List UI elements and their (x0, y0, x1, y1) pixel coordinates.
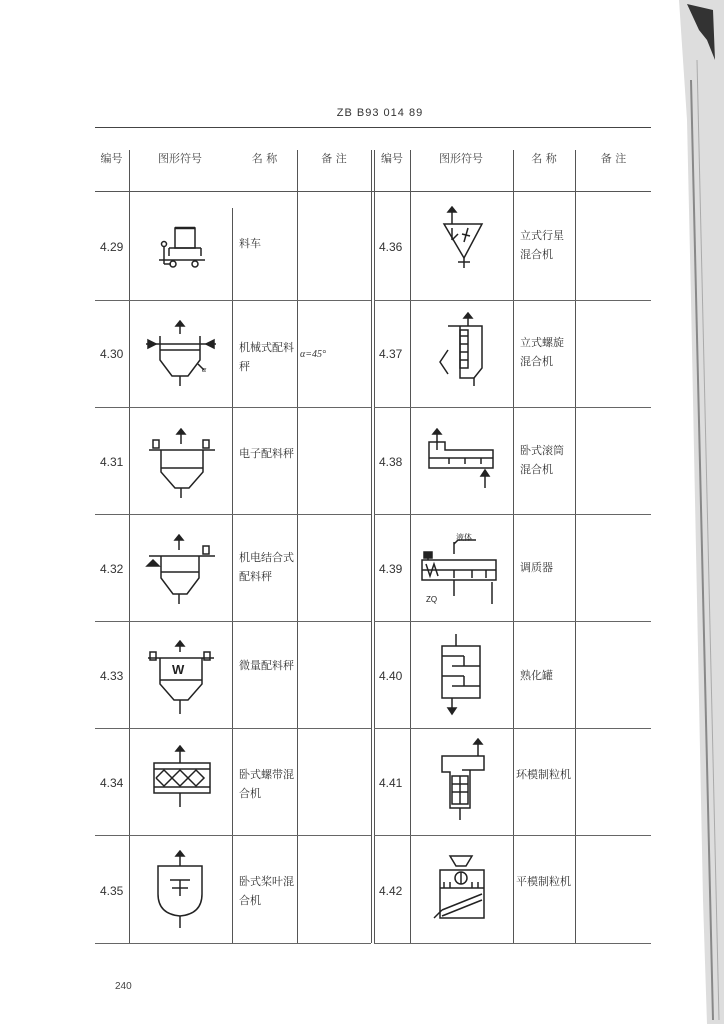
col-header-name-right: 名 称 (531, 152, 557, 165)
row-number: 4.34 (100, 776, 124, 790)
row-number: 4.30 (100, 347, 124, 361)
electronic-batching-scale-icon (145, 428, 220, 500)
row-rule (95, 514, 371, 515)
row-rule (374, 514, 651, 515)
row-rule (95, 407, 371, 408)
row-rule (95, 621, 371, 622)
col-header-note-left: 备 注 (321, 152, 347, 165)
svg-text:α: α (202, 365, 207, 374)
row-number: 4.41 (379, 776, 403, 790)
col-header-symbol-left: 图形符号 (158, 152, 202, 165)
vertical-screw-mixer-icon (434, 312, 490, 388)
col-header-symbol-right: 图形符号 (439, 152, 483, 165)
svg-text:W: W (172, 662, 185, 677)
row-name: 立式行星混合机 (520, 229, 564, 261)
table-divider (371, 150, 372, 943)
table-divider (232, 208, 233, 943)
col-header-number-right: 编号 (381, 152, 403, 165)
row-name: 卧式滚筒混合机 (520, 444, 564, 476)
row-number: 4.37 (379, 347, 403, 361)
flat-die-pellet-mill-icon (430, 852, 492, 928)
horizontal-paddle-mixer-icon (152, 850, 210, 930)
table-divider (297, 150, 298, 943)
standard-code: ZB B93 014 89 (336, 107, 424, 119)
row-name: 微量配料秤 (239, 659, 294, 672)
row-rule (374, 407, 651, 408)
table-divider (513, 150, 514, 943)
table-divider (129, 150, 130, 943)
horizontal-drum-mixer-icon (425, 428, 500, 492)
row-number: 4.33 (100, 669, 124, 683)
col-header-note-right: 备 注 (600, 152, 627, 165)
header-bottom-rule (95, 191, 651, 192)
row-rule (95, 943, 371, 944)
page-number: 240 (115, 981, 132, 992)
col-header-number-left: 编号 (100, 152, 123, 165)
row-name: 平模制粒机 (516, 875, 571, 888)
electromechanical-batching-scale-icon (143, 534, 221, 606)
row-name: 电子配料秤 (239, 447, 294, 460)
row-number: 4.40 (379, 669, 403, 683)
row-name: 卧式螺带混合机 (239, 768, 294, 800)
table-divider (374, 150, 375, 943)
row-name: 熟化罐 (520, 669, 553, 682)
row-number: 4.31 (100, 455, 124, 469)
row-rule (374, 300, 651, 301)
header-rule (95, 127, 651, 128)
row-number: 4.39 (379, 562, 403, 576)
row-rule (95, 300, 371, 301)
row-number: 4.36 (379, 240, 403, 254)
micro-batching-scale-icon (144, 640, 220, 716)
row-rule (95, 835, 371, 836)
vertical-planetary-mixer-icon (438, 206, 488, 274)
ring-die-pellet-mill-icon (432, 738, 492, 822)
conditioner-icon (418, 530, 508, 608)
col-header-name-left: 名 称 (251, 152, 278, 165)
conditioner-liquid-label: 液体 (456, 533, 472, 542)
table-divider (410, 150, 411, 943)
row-name: 机电结合式配料秤 (239, 551, 294, 583)
row-name: 卧式桨叶混合机 (239, 875, 294, 907)
horizontal-ribbon-mixer-icon (150, 745, 216, 811)
row-name: 立式螺旋混合机 (520, 336, 564, 368)
conditioner-zq-label: ZQ (426, 595, 438, 604)
row-rule (374, 835, 651, 836)
row-name: 机械式配料秤 (239, 341, 294, 373)
maturing-tank-icon (436, 632, 486, 716)
row-rule (95, 728, 371, 729)
row-rule (374, 943, 651, 944)
row-name: 调质器 (520, 561, 553, 574)
row-number: 4.38 (379, 455, 403, 469)
mechanical-batching-scale-icon (142, 320, 222, 388)
row-note: α=45° (300, 349, 326, 360)
row-rule (374, 728, 651, 729)
scanned-binding-edge (677, 0, 724, 1024)
row-number: 4.32 (100, 562, 124, 576)
row-name: 料车 (239, 237, 261, 250)
feed-cart-icon (155, 224, 210, 274)
row-name: 环模制粒机 (516, 768, 571, 781)
row-number: 4.35 (100, 884, 124, 898)
row-rule (374, 621, 651, 622)
table-divider (575, 150, 576, 943)
row-number: 4.42 (379, 884, 403, 898)
row-number: 4.29 (100, 240, 124, 254)
